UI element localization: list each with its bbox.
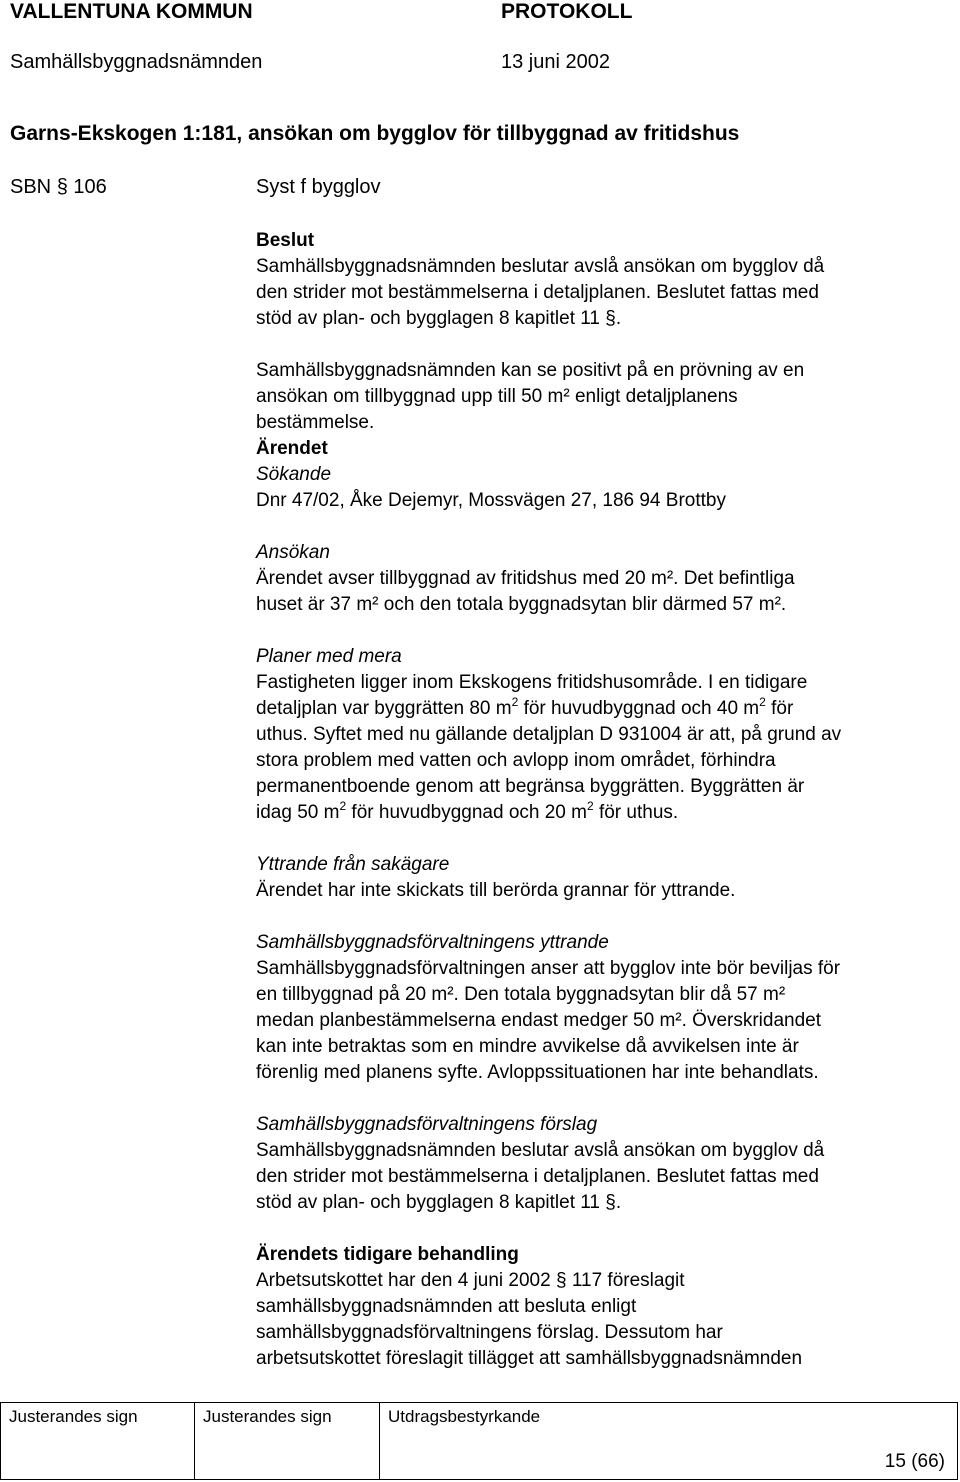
decision-line-text: stöd av plan- och bygglagen 8 kapitlet 11 <box>256 308 600 329</box>
plans-text: för uthus. <box>593 802 679 823</box>
previous-handling-line: samhällsbyggnadsförvaltningens förslag. Dessutom har <box>256 1322 723 1343</box>
section-sign: § <box>555 1270 567 1291</box>
case-title: Garns-Ekskogen 1:181, ansökan om bygglov för tillbyggnad av fritidshus <box>10 122 740 145</box>
administration-statement-label: Samhällsbyggnadsförvaltningens yttrande <box>256 932 609 953</box>
plans-line: permanentboende genom att begränsa byggrätten. Byggrätten är <box>256 776 805 797</box>
signature-cell <box>195 1403 380 1480</box>
section-sign: § <box>56 176 68 198</box>
administration-statement-line: medan planbestämmelserna endast medger 50 m². Överskridandet <box>256 1010 822 1031</box>
section-sign: § <box>605 308 616 329</box>
applicant-text: Dnr 47/02, Åke Dejemyr, Mossvägen 27, 186 94 Brottby <box>256 490 726 511</box>
adjuster-sign-label: Justerandes sign <box>9 1407 138 1426</box>
extract-cell <box>380 1403 958 1480</box>
previous-handling-line: samhällsbyggnadsnämnden att besluta enligt <box>256 1296 637 1317</box>
administration-proposal-line: stöd av plan- och bygglagen 8 kapitlet 11 §. <box>256 1192 622 1213</box>
applicant-label: Sökande <box>256 464 332 485</box>
previous-handling-heading: Ärendets tidigare behandling <box>256 1244 519 1265</box>
plans-line: stora problem med vatten och avlopp inom området, förhindra <box>256 750 776 771</box>
case-subject: Syst f bygglov <box>256 176 381 198</box>
signature-table <box>0 1402 958 1480</box>
application-line: Ärendet avser tillbyggnad av fritidshus med 20 m². Det befintliga <box>256 568 795 589</box>
plans-text: idag 50 m <box>256 802 340 823</box>
plans-line: uthus. Syftet med nu gällande detaljplan D 931004 är att, på grund av <box>256 724 842 745</box>
meeting-date: 13 juni 2002 <box>501 51 610 73</box>
committee-name: Samhällsbyggnadsnämnden <box>10 51 263 73</box>
plans-text: detaljplan var byggrätten 80 m <box>256 698 512 719</box>
superscript: 2 <box>586 799 594 813</box>
plans-label: Planer med mera <box>256 646 402 667</box>
administration-proposal-line: den strider mot bestämmelserna i detaljplanen. Beslutet fattas med <box>256 1166 819 1187</box>
administration-statement-line: en tillbyggnad på 20 m². Den totala byggnadsytan blir då 57 m² <box>256 984 786 1005</box>
case-ref-number: 106 <box>73 176 107 198</box>
case-heading: Ärendet <box>256 438 328 459</box>
proposal-text: stöd av plan- och bygglagen 8 kapitlet 11 <box>256 1192 600 1213</box>
decision-heading: Beslut <box>256 230 315 251</box>
signature-cell <box>1 1403 195 1480</box>
plans-text: för huvudbyggnad och 40 m <box>518 698 760 719</box>
document-type: PROTOKOLL <box>501 0 633 23</box>
previous-handling-line: arbetsutskottet föreslagit tillägget att samhällsbyggnadsnämnden <box>256 1348 803 1369</box>
decision-line: stöd av plan- och bygglagen 8 kapitlet 11 §. <box>256 308 622 329</box>
previous-handling-line <box>256 1268 956 1294</box>
municipality-name: VALLENTUNA KOMMUN <box>10 0 253 23</box>
decision-line: bestämmelse. <box>256 412 375 433</box>
superscript: 2 <box>339 799 347 813</box>
page-number: 15 (66) <box>884 1451 945 1472</box>
section-sign: § <box>605 1192 616 1213</box>
extract-certification-label: Utdragsbestyrkande <box>388 1407 541 1426</box>
case-reference <box>10 176 107 199</box>
superscript: 2 <box>759 695 766 709</box>
superscript: 2 <box>511 695 519 709</box>
plans-text: för <box>765 698 794 719</box>
plans-line: Fastigheten ligger inom Ekskogens fritidshusområde. I en tidigare <box>256 672 808 693</box>
decision-line: ansökan om tillbyggnad upp till 50 m² enligt detaljplanens <box>256 386 738 407</box>
decision-line: den strider mot bestämmelserna i detaljplanen. Beslutet fattas med <box>256 282 819 303</box>
previous-handling-text: 117 föreslagit <box>571 1270 685 1291</box>
plans-line <box>256 696 956 722</box>
administration-statement-line: kan inte betraktas som en mindre avvikelse då avvikelsen inte är <box>256 1036 799 1057</box>
administration-proposal-line: Samhällsbyggnadsnämnden beslutar avslå ansökan om bygglov då <box>256 1140 825 1161</box>
decision-line: Samhällsbyggnadsnämnden beslutar avslå ansökan om bygglov då <box>256 256 825 277</box>
plans-text: för huvudbyggnad och 20 m <box>346 802 587 823</box>
adjuster-sign-label: Justerandes sign <box>203 1407 332 1426</box>
application-line: huset är 37 m² och den totala byggnadsytan blir därmed 57 m². <box>256 594 787 615</box>
body-content <box>256 228 956 1372</box>
plans-line <box>256 800 956 826</box>
application-label: Ansökan <box>256 542 330 563</box>
decision-line: Samhällsbyggnadsnämnden kan se positivt på en prövning av en <box>256 360 805 381</box>
neighbour-statement-text: Ärendet har inte skickats till berörda grannar för yttrande. <box>256 880 736 901</box>
administration-statement-line: Samhällsbyggnadsförvaltningen anser att bygglov inte bör beviljas för <box>256 958 841 979</box>
case-ref-prefix: SBN <box>10 176 52 198</box>
administration-proposal-label: Samhällsbyggnadsförvaltningens förslag <box>256 1114 598 1135</box>
administration-statement-line: förenlig med planens syfte. Avloppssituationen har inte behandlats. <box>256 1062 819 1083</box>
previous-handling-text: Arbetsutskottet har den 4 juni 2002 <box>256 1270 551 1291</box>
neighbour-statement-label: Yttrande från sakägare <box>256 854 450 875</box>
